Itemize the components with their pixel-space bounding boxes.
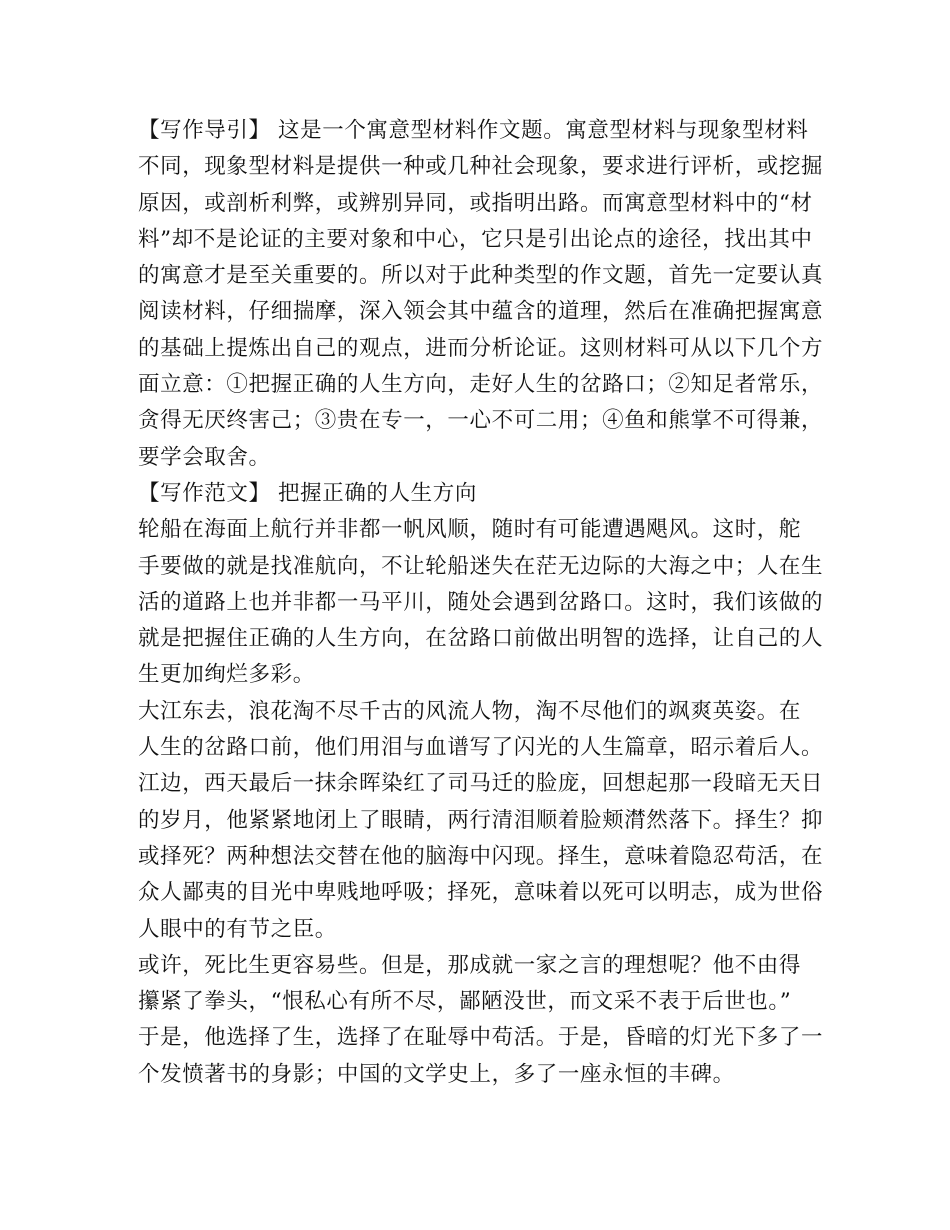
text-line: 就是把握住正确的人生方向，在岔路口前做出明智的选择，让自己的人 [138, 626, 824, 652]
text-line: 原因，或剖析利弊，或辨别异同，或指明出路。而寓意型材料中的“材 [138, 190, 813, 216]
text-line: 人眼中的有节之臣。 [138, 916, 337, 942]
text-line: 阅读材料，仔细揣摩，深入领会其中蕴含的道理，然后在准确把握寓意 [138, 299, 824, 325]
section-heading: 【写作范文】 把握正确的人生方向 [138, 480, 477, 506]
text-line: 江边，西天最后一抹余晖染红了司马迁的脸庞，回想起那一段暗无天日 [138, 771, 824, 797]
text-line: 个发愤著书的身影；中国的文学史上，多了一座永恒的丰碑。 [138, 1061, 735, 1087]
text-line: 面立意：①把握正确的人生方向，走好人生的岔路口；②知足者常乐， [138, 372, 824, 398]
text-line: 手要做的就是找准航向，不让轮船迷失在茫无边际的大海之中；人在生 [138, 553, 824, 579]
text-line: 或择死？两种想法交替在他的脑海中闪现。择生，意味着隐忍苟活，在 [138, 843, 824, 869]
text-line: 轮船在海面上航行并非都一帆风顺，随时有可能遭遇飓风。这时，舵 [138, 517, 802, 543]
text-line: 众人鄙夷的目光中卑贱地呼吸；择死，意味着以死可以明志，成为世俗 [138, 880, 824, 906]
text-line: 的岁月，他紧紧地闭上了眼睛，两行清泪顺着脸颊潸然落下。择生？抑 [138, 807, 824, 833]
text-line: 的基础上提炼出自己的观点，进而分析论证。这则材料可从以下几个方 [138, 335, 824, 361]
text-line: 生更加绚烂多彩。 [138, 662, 315, 688]
text-line: 人生的岔路口前，他们用泪与血谱写了闪光的人生篇章，昭示着后人。 [138, 735, 824, 761]
text-line: 的寓意才是至关重要的。所以对于此种类型的作文题，首先一定要认真 [138, 263, 824, 289]
text-line: 大江东去，浪花淘不尽千古的风流人物，淘不尽他们的飒爽英姿。在 [138, 698, 802, 724]
text-line: 攥紧了拳头，“恨私心有所不尽，鄙陋没世，而文采不表于后世也。” [138, 989, 792, 1015]
text-line: 料”却不是论证的主要对象和中心，它只是引出论点的途径，找出其中 [138, 226, 813, 252]
text-line: 贪得无厌终害己；③贵在专一，一心不可二用；④鱼和熊掌不可得兼， [138, 408, 824, 434]
document-body [138, 113, 824, 1093]
text-line: 于是，他选择了生，选择了在耻辱中苟活。于是，昏暗的灯光下多了一 [138, 1025, 824, 1051]
text-line: 不同，现象型材料是提供一种或几种社会现象，要求进行评析，或挖掘 [138, 154, 824, 180]
text-line: 【写作导引】 这是一个寓意型材料作文题。寓意型材料与现象型材料 [138, 118, 809, 143]
text-line: 要学会取舍。 [138, 444, 271, 470]
text-line: 活的道路上也并非都一马平川，随处会遇到岔路口。这时，我们该做的 [138, 589, 824, 615]
text-line: 或许，死比生更容易些。但是，那成就一家之言的理想呢？他不由得 [138, 952, 802, 978]
